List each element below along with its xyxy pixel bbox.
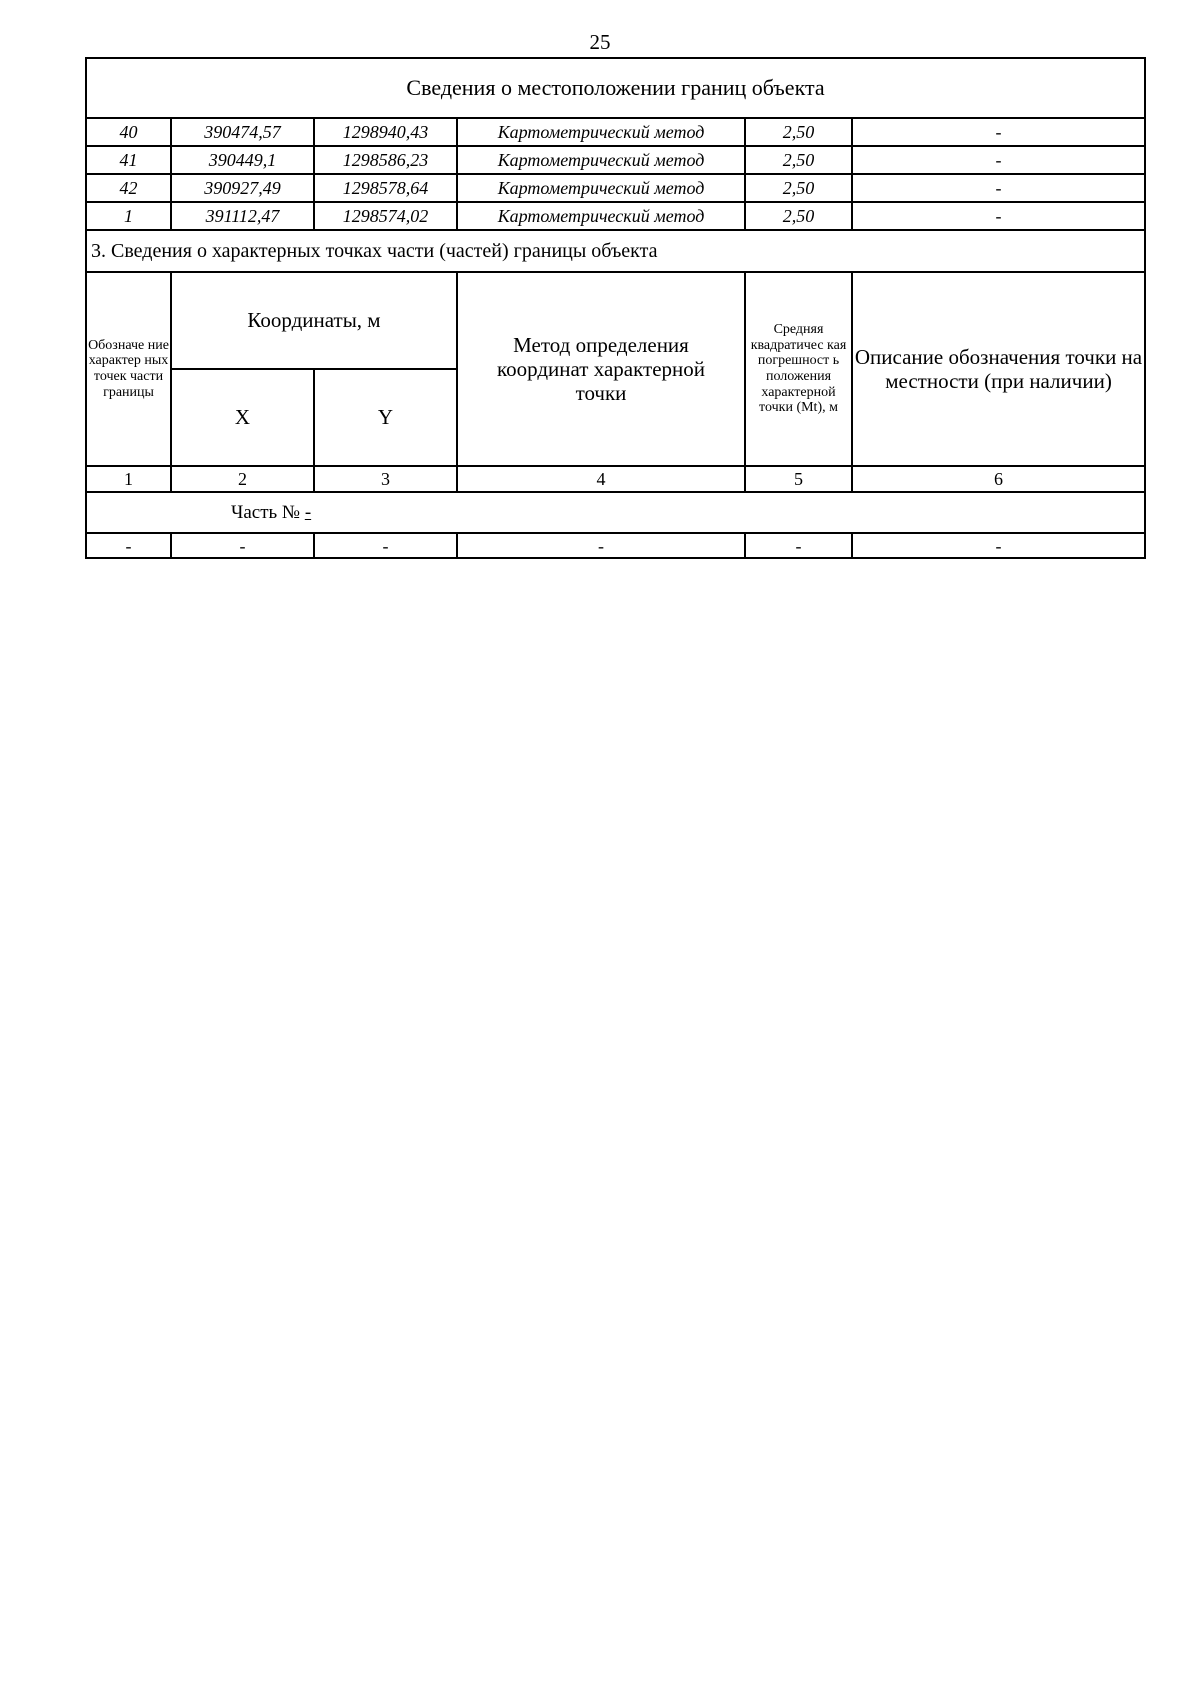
mt-error: 2,50 bbox=[745, 146, 852, 174]
column-number: 4 bbox=[457, 466, 745, 492]
header-designation: Обозначе ние характер ных точек части границы bbox=[86, 272, 171, 466]
description: - bbox=[852, 202, 1145, 230]
description: - bbox=[852, 146, 1145, 174]
empty-cell: - bbox=[457, 533, 745, 558]
header-coordinates: Координаты, м bbox=[171, 272, 457, 369]
x-coordinate: 390449,1 bbox=[171, 146, 314, 174]
table-title: Сведения о местоположении границ объекта bbox=[86, 58, 1145, 118]
point-number: 42 bbox=[86, 174, 171, 202]
y-coordinate: 1298574,02 bbox=[314, 202, 457, 230]
header-mt: Средняя квадратичес кая погрешност ь положения характерной точки (Mt), м bbox=[745, 272, 852, 466]
description: - bbox=[852, 174, 1145, 202]
header-x: X bbox=[171, 369, 314, 466]
method: Картометрический метод bbox=[457, 118, 745, 146]
mt-error: 2,50 bbox=[745, 118, 852, 146]
method: Картометрический метод bbox=[457, 146, 745, 174]
point-number: 40 bbox=[86, 118, 171, 146]
x-coordinate: 390927,49 bbox=[171, 174, 314, 202]
table-row bbox=[86, 533, 1145, 558]
x-coordinate: 391112,47 bbox=[171, 202, 314, 230]
point-number: 1 bbox=[86, 202, 171, 230]
column-numbers-row bbox=[86, 466, 1145, 492]
y-coordinate: 1298586,23 bbox=[314, 146, 457, 174]
table-row bbox=[86, 202, 1145, 230]
mt-error: 2,50 bbox=[745, 174, 852, 202]
empty-cell: - bbox=[314, 533, 457, 558]
part-row bbox=[86, 492, 1145, 533]
y-coordinate: 1298578,64 bbox=[314, 174, 457, 202]
table-row bbox=[86, 174, 1145, 202]
part-label: Часть № bbox=[231, 501, 301, 523]
column-number: 6 bbox=[852, 466, 1145, 492]
header-y: Y bbox=[314, 369, 457, 466]
method: Картометрический метод bbox=[457, 174, 745, 202]
header-method: Метод определения координат характерной точки bbox=[457, 272, 745, 466]
header-description: Описание обозначения точки на местности (при наличии) bbox=[852, 272, 1145, 466]
column-number: 3 bbox=[314, 466, 457, 492]
table-row bbox=[86, 118, 1145, 146]
mt-error: 2,50 bbox=[745, 202, 852, 230]
y-coordinate: 1298940,43 bbox=[314, 118, 457, 146]
part-value: - bbox=[304, 501, 312, 523]
empty-cell: - bbox=[852, 533, 1145, 558]
empty-cell: - bbox=[86, 533, 171, 558]
boundary-table bbox=[85, 57, 1146, 559]
empty-cell: - bbox=[745, 533, 852, 558]
method: Картометрический метод bbox=[457, 202, 745, 230]
column-number: 2 bbox=[171, 466, 314, 492]
x-coordinate: 390474,57 bbox=[171, 118, 314, 146]
table-row bbox=[86, 146, 1145, 174]
description: - bbox=[852, 118, 1145, 146]
section-title: 3. Сведения о характерных точках части (частей) границы объекта bbox=[86, 230, 1145, 272]
column-number: 1 bbox=[86, 466, 171, 492]
column-number: 5 bbox=[745, 466, 852, 492]
page-number: 25 bbox=[589, 30, 611, 54]
point-number: 41 bbox=[86, 146, 171, 174]
empty-cell: - bbox=[171, 533, 314, 558]
